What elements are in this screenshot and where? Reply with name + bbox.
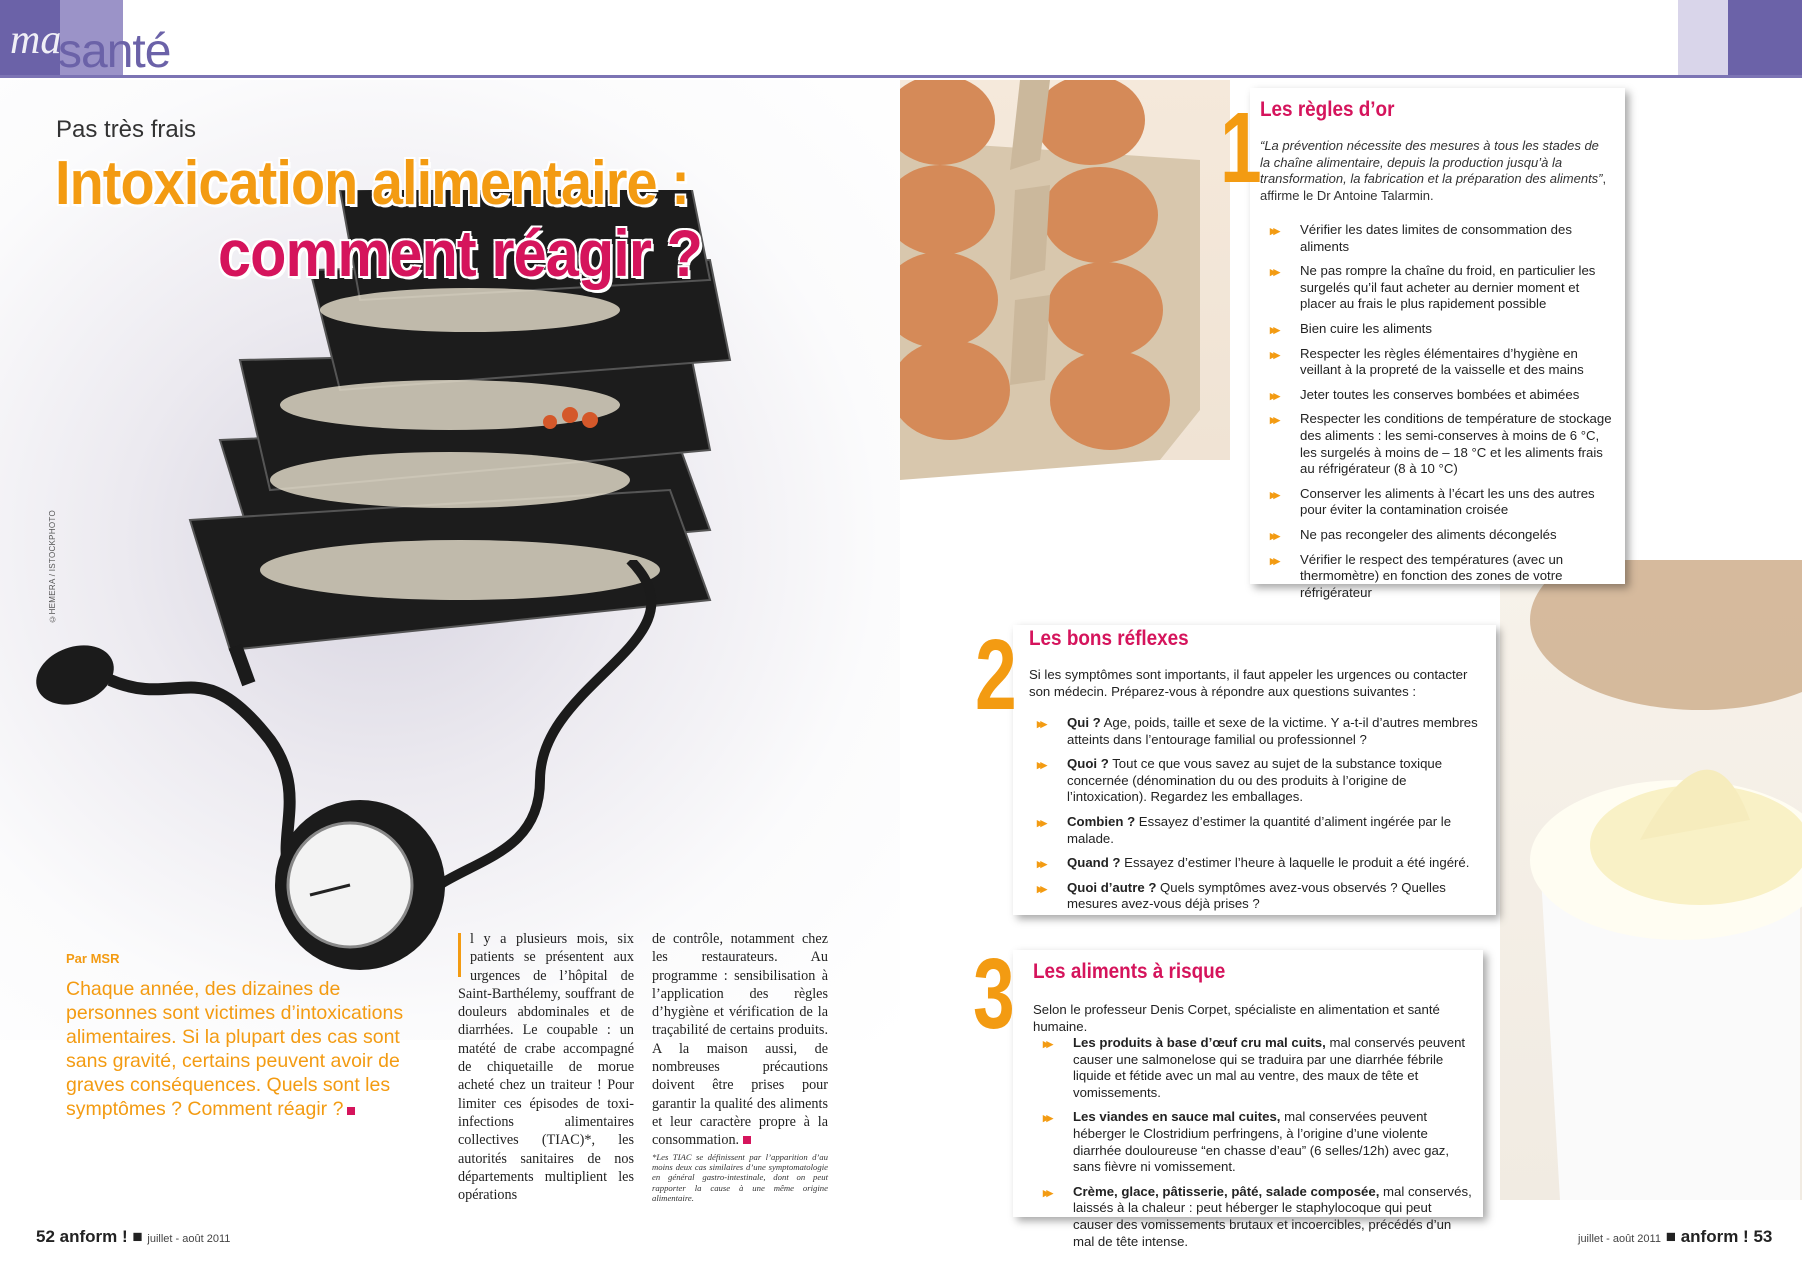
list-item — [1270, 321, 1615, 338]
item-text: mal conservés, laissés à la chaleur : peut héberger le staphylocoque qui peut causer des vomissements brutaux et incoercibles, précédés d’un mal de tête intense. — [1073, 1183, 1472, 1249]
byline: Par MSR — [66, 951, 120, 966]
item-label: Quand ? — [1067, 855, 1121, 871]
blood-pressure-cuff-photo — [20, 560, 740, 980]
item-text: mal conservés peuvent causer une salmonelose qui se traduira par une diarrhée fébrile liquide et fétide avec un mal au ventre, des maux de tête et vomissements. — [1073, 1035, 1466, 1100]
body-column-1 — [458, 930, 634, 1204]
headline-line-1: Intoxication alimentaire : — [55, 149, 689, 218]
list-item — [1270, 222, 1615, 255]
box-number: 3 — [973, 938, 1015, 1050]
issue-date: juillet - août 2011 — [147, 1233, 231, 1245]
section-title: santé — [58, 25, 171, 78]
box-golden-rules — [1220, 88, 1625, 600]
item-text: Quels symptômes avez-vous observés ? Quelles mesures avez-vous déjà prises ? — [1067, 879, 1446, 912]
body-column-2 — [652, 930, 828, 1150]
item-text: Vérifier les dates limites de consommation des aliments — [1300, 222, 1572, 254]
box-intro: Si les symptômes sont importants, il faut appeler les urgences ou contacter son médecin. Préparez-vous à répondre aux questions suivantes : — [1029, 667, 1468, 699]
arrow-bullet-icon: ▸▸ — [1043, 1184, 1051, 1200]
box-number: 1 — [1220, 92, 1262, 204]
item-label: Combien ? — [1067, 813, 1136, 829]
arrow-bullet-icon: ▸▸ — [1270, 527, 1278, 543]
box-title: Les bons réflexes — [1029, 627, 1189, 650]
arrow-bullet-icon: ▸▸ — [1037, 716, 1045, 731]
questions-list — [1037, 715, 1487, 921]
item-label: Les viandes en sauce mal cuites, — [1073, 1109, 1281, 1125]
quote-attribution: , affirme le Dr Antoine Talarmin. — [1260, 171, 1607, 203]
photo-credit: ©HEMERA / ISTOCKPHOTO — [48, 510, 57, 624]
item-label: Crème, glace, pâtisserie, pâté, salade composée, — [1073, 1183, 1380, 1199]
item-text: Ne pas rompre la chaîne du froid, en particulier les surgelés qu’il faut acheter au dernier moment et placer au frais le plus rapidement possible — [1300, 263, 1596, 312]
arrow-bullet-icon: ▸▸ — [1270, 412, 1278, 428]
header-band-right-light — [1678, 0, 1728, 78]
box-number: 2 — [975, 619, 1017, 731]
list-item — [1270, 411, 1615, 477]
box-quote — [1260, 138, 1610, 204]
list-item — [1037, 756, 1487, 806]
footer-right: juillet - août 2011 ■ anform ! 53 — [1578, 1227, 1773, 1246]
rules-list — [1270, 222, 1615, 609]
section-prefix: ma — [10, 17, 62, 63]
box-good-reflexes — [975, 619, 1496, 915]
list-item — [1043, 1035, 1473, 1101]
item-text: Conserver les aliments à l’écart les uns des autres pour éviter la contamination croisée — [1300, 485, 1595, 518]
arrow-bullet-icon: ▸▸ — [1037, 856, 1045, 872]
arrow-bullet-icon: ▸▸ — [1037, 814, 1045, 830]
arrow-bullet-icon: ▸▸ — [1270, 552, 1278, 568]
arrow-bullet-icon: ▸▸ — [1270, 346, 1278, 362]
list-item — [1270, 346, 1615, 379]
risky-foods-list — [1043, 1035, 1473, 1258]
header-band-right — [1728, 0, 1802, 78]
arrow-bullet-icon: ▸▸ — [1270, 387, 1278, 403]
item-label: Qui ? — [1067, 715, 1101, 730]
item-text: Bien cuire les aliments — [1300, 320, 1432, 336]
list-item — [1270, 552, 1615, 602]
list-item — [1270, 486, 1615, 519]
list-item — [1043, 1109, 1473, 1175]
list-item — [1270, 387, 1615, 404]
page-number: 52 — [36, 1227, 55, 1246]
issue-date: juillet - août 2011 — [1578, 1233, 1661, 1245]
item-text: Tout ce que vous savez au sujet de la substance toxique concernée (dénomination du ou des produits à l’origine de l’intoxication). Regardez les emballages. — [1067, 756, 1443, 805]
body-column-2-text: de contrôle, notamment chez les restaurateurs. Au programme : sensibilisation à l’application des règles d’hygiène et vérification de la traçabilité de certains produits. A la maison aussi, de nombreuses précautions doivent être prises pour garantir la qualité des aliments et leur caractère propre à la consommation. — [652, 931, 828, 1149]
item-text: Essayez d’estimer l’heure à laquelle le produit a été ingéré. — [1120, 855, 1470, 871]
arrow-bullet-icon: ▸▸ — [1270, 321, 1278, 337]
item-label: Quoi ? — [1067, 756, 1109, 772]
lede-text: Chaque année, des dizaines de personnes sont victimes d’intoxications alimentaires. Si la plupart des cas sont sans gravité, certains peuvent avoir de graves conséquences. Quels sont les symptômes ? Comment réagir ? — [66, 978, 404, 1120]
item-label: Quoi d’autre ? — [1067, 879, 1157, 895]
list-item — [1270, 527, 1615, 544]
brand: anform ! — [59, 1227, 128, 1246]
headline-line-2: comment réagir ? — [218, 216, 703, 290]
item-text: Age, poids, taille et sexe de la victime. Y a-t-il d’autres membres atteints dans l’entourage familial ou professionnel ? — [1067, 715, 1478, 747]
item-text: Respecter les conditions de température de stockage des aliments : les semi-conserves à moins de 6 °C, les surgelés à moins de – 18 °C et les aliments frais au réfrigérateur (8 à 10 °C) — [1300, 411, 1612, 477]
arrow-bullet-icon: ▸▸ — [1270, 223, 1278, 238]
box-intro: Selon le professeur Denis Corpet, spécialiste en alimentation et santé humaine. — [1033, 1002, 1440, 1034]
list-item — [1037, 715, 1487, 748]
list-item — [1037, 855, 1487, 872]
lede — [66, 977, 416, 1121]
brand: anform ! — [1680, 1227, 1749, 1246]
item-text: Essayez d’estimer la quantité d’aliment ingérée par le malade. — [1067, 813, 1452, 846]
header-rule — [0, 75, 1802, 78]
box-risky-foods — [973, 938, 1483, 1249]
arrow-bullet-icon: ▸▸ — [1043, 1110, 1051, 1126]
page-number: 53 — [1753, 1227, 1773, 1246]
box-title: Les règles d’or — [1260, 98, 1395, 121]
arrow-bullet-icon: ▸▸ — [1270, 486, 1278, 502]
item-label: Les produits à base d’œuf cru mal cuits, — [1073, 1035, 1326, 1050]
box-title: Les aliments à risque — [1033, 960, 1226, 983]
item-text: Respecter les règles élémentaires d’hygiène en veillant à la propreté de la vaisselle et des mains — [1300, 345, 1584, 378]
arrow-bullet-icon: ▸▸ — [1037, 757, 1045, 773]
item-text: Vérifier le respect des températures (avec un thermomètre) en fonction des zones de votre réfrigérateur — [1300, 551, 1564, 600]
kicker: Pas très frais — [56, 116, 197, 143]
list-item — [1270, 263, 1615, 313]
cream-bowl-photo — [1500, 560, 1802, 1200]
body-column-1-text: l y a plusieurs mois, six patients se présentent aux urgences de l’hôpital de Saint-Barthélemy, souffrant de douleurs abdominales et de diarrhées. Le coupable : un matété de crabe accompagné de chiquetaille de morue acheté chez un traiteur ! Pour limiter ces épisodes de toxi-infections alimentaires collectives (TIAC)*, les autorités sanitaires de nos départements multiplient les opérations — [458, 931, 634, 1204]
list-item — [1037, 880, 1487, 913]
arrow-bullet-icon: ▸▸ — [1037, 880, 1045, 896]
footnote: *Les TIAC se définissent par l’apparition d’au moins deux cas similaires d’une symptomatologie en général gastro-intestinale, dont on peut rapporter la cause à une même origine alimentaire. — [652, 1152, 828, 1203]
eggs-photo — [900, 80, 1230, 520]
list-item — [1037, 814, 1487, 847]
arrow-bullet-icon: ▸▸ — [1270, 264, 1278, 280]
end-square-icon — [743, 1136, 751, 1144]
arrow-bullet-icon: ▸▸ — [1043, 1036, 1051, 1051]
item-text: Jeter toutes les conserves bombées et abimées — [1300, 386, 1580, 402]
item-text: Ne pas recongeler des aliments décongelés — [1300, 526, 1557, 542]
end-square-icon — [347, 1107, 355, 1115]
drop-cap-bar — [458, 933, 464, 977]
quote-text: “La prévention nécessite des mesures à tous les stades de la chaîne alimentaire, depuis la production jusqu’à la transformation, la fabrication et la préparation des aliments” — [1260, 138, 1603, 186]
list-item — [1043, 1184, 1473, 1250]
item-text: mal conservées peuvent héberger le Clostridium perfringens, à l’origine d’une violente diarrhée douloureuse “en chasse d’eau” (6 selles/12h) avec gaz, sans fièvre ni vomissement. — [1073, 1109, 1450, 1175]
footer-left: 52 anform ! ■ juillet - août 2011 — [36, 1227, 231, 1246]
